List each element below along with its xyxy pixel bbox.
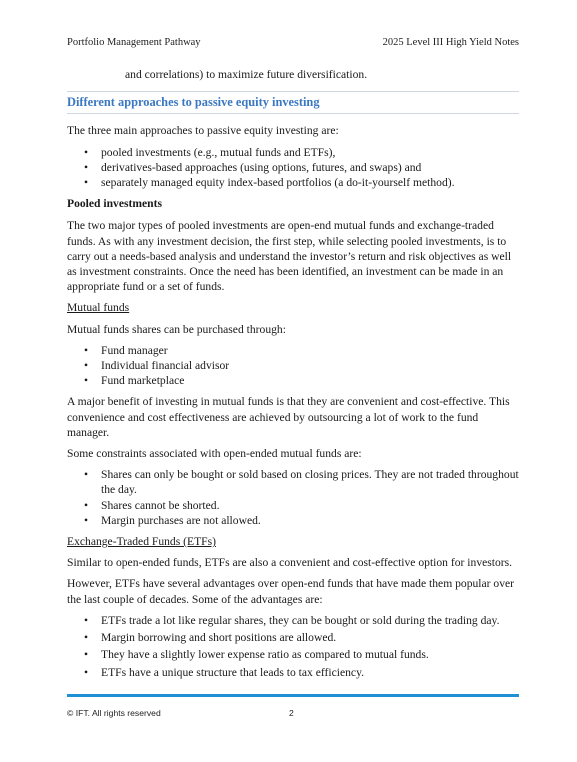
mutual-constraints-intro: Some constraints associated with open-ended mutual funds are: (67, 447, 362, 461)
heading-mutual-funds: Mutual funds (67, 301, 130, 315)
mutual-intro: Mutual funds shares can be purchased through: (67, 322, 286, 336)
constraints-list (67, 467, 519, 528)
list-item: • derivatives-based approaches (using options, futures, and swaps) and (84, 160, 422, 174)
list-item: • Fund marketplace (84, 374, 185, 388)
footer-copyright: © IFT. All rights reserved (67, 708, 161, 718)
list-item: • pooled investments (e.g., mutual funds and ETFs), (84, 145, 336, 159)
bullet-icon: • (84, 513, 89, 527)
bullet-icon: • (84, 359, 89, 373)
list-item: • Margin purchases are not allowed. (84, 513, 261, 527)
etf-advantages-list (67, 613, 519, 680)
header-left: Portfolio Management Pathway (67, 37, 201, 48)
mutual-benefit-paragraph: A major benefit of investing in mutual funds is that they are convenient and cost-effective. This convenience and cost effectiveness are achieved by outsourcing a lot of work to the fund manager. (67, 395, 510, 439)
bullet-icon: • (84, 145, 89, 159)
bullet-icon: • (84, 613, 89, 627)
purchase-channels-list (67, 343, 519, 389)
page-content (67, 67, 519, 686)
bullet-icon: • (84, 498, 89, 512)
header-right: 2025 Level III High Yield Notes (382, 37, 519, 48)
etf-paragraph-1: Similar to open-ended funds, ETFs are also a convenient and cost-effective option for investors. (67, 556, 513, 570)
page-number: 2 (289, 708, 294, 718)
list-item: • ETFs have a unique structure that leads to tax efficiency. (84, 665, 365, 679)
bullet-icon: • (84, 631, 89, 645)
approaches-list (67, 145, 519, 191)
bullet-icon: • (84, 176, 89, 190)
list-item: • ETFs trade a lot like regular shares, they can be bought or sold during the trading day. (84, 613, 500, 627)
bullet-icon: • (84, 374, 89, 388)
section-heading-passive-approaches: Different approaches to passive equity investing (67, 91, 519, 114)
list-item: • Shares cannot be shorted. (84, 498, 220, 512)
bullet-icon: • (84, 665, 89, 679)
bullet-icon: • (84, 343, 89, 357)
pooled-paragraph: The two major types of pooled investments are open-end mutual funds and exchange-traded funds. As with any investment decision, the first step, while selecting pooled investments, is to carry out a needs-based analysis and understand the investor’s return and risk objectives as well as investment constraints. Once the need has been identified, an investment can be made in an appropriate fund or a set of funds. (67, 219, 512, 294)
bullet-icon: • (84, 648, 89, 662)
list-item: • Fund manager (84, 343, 168, 357)
section1-intro: The three main approaches to passive equity investing are: (67, 124, 339, 138)
heading-etfs: Exchange-Traded Funds (ETFs) (67, 535, 216, 549)
bullet-icon: • (84, 468, 89, 482)
list-item: • They have a slightly lower expense ratio as compared to mutual funds. (84, 648, 429, 662)
list-item: • Shares can only be bought or sold based on closing prices. They are not traded throughout the day. (84, 468, 519, 497)
page-header (67, 37, 519, 48)
list-item: • Margin borrowing and short positions are allowed. (84, 631, 337, 645)
continuation-text: and correlations) to maximize future diversification. (125, 68, 368, 81)
footer-divider (67, 694, 519, 697)
list-item: • Individual financial advisor (84, 359, 230, 373)
heading-pooled-investments: Pooled investments (67, 197, 162, 211)
etf-paragraph-2: However, ETFs have several advantages over open-end funds that have made them popular over the last couple of decades. Some of the advantages are: (67, 577, 515, 606)
list-item: • separately managed equity index-based portfolios (a do-it-yourself method). (84, 176, 455, 190)
bullet-icon: • (84, 160, 89, 174)
